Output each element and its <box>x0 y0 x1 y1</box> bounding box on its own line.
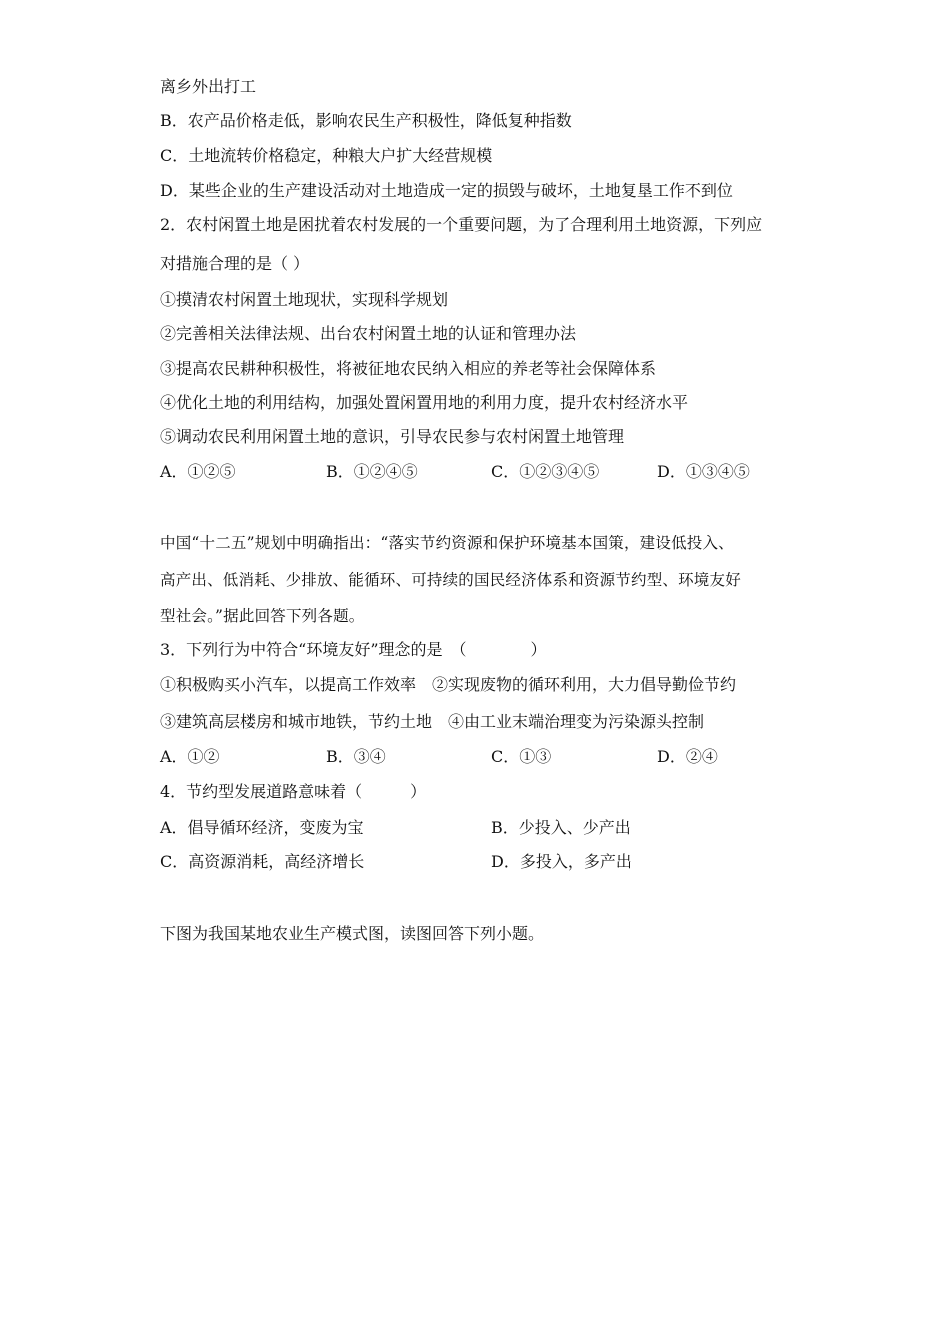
q3-option-b: B．③④ <box>326 747 386 766</box>
q1-option-b: B．农产品价格走低，影响农民生产积极性，降低复种指数 <box>160 111 572 130</box>
q3-option-c: C．①③ <box>491 747 552 766</box>
q2-option-b: B．①②④⑤ <box>326 462 418 481</box>
material-line2: 高产出、低消耗、少排放、能循环、可持续的国民经济体系和资源节约型、环境友好 <box>160 571 741 589</box>
q1-continuation: 离乡外出打工 <box>160 77 257 96</box>
q4-option-d: D．多投入，多产出 <box>491 852 632 871</box>
q3-statements-row1: ①积极购买小汽车，以提高工作效率 ②实现废物的循环利用，大力倡导勤俭节约 <box>160 675 737 694</box>
q4-option-a: A．倡导循环经济，变废为宝 <box>160 818 364 837</box>
q2-statement-4: ④优化土地的利用结构，加强处置闲置用地的利用力度，提升农村经济水平 <box>160 393 689 412</box>
q2-option-c: C．①②③④⑤ <box>491 462 600 481</box>
q1-option-d: D．某些企业的生产建设活动对土地造成一定的损毁与破坏，土地复垦工作不到位 <box>160 181 733 200</box>
q2-statement-1: ①摸清农村闲置土地现状，实现科学规划 <box>160 290 449 309</box>
q4-option-b: B．少投入、少产出 <box>491 818 631 837</box>
q3-option-d: D．②④ <box>657 747 718 766</box>
q3-option-a: A．①② <box>160 747 220 766</box>
q2-statement-5: ⑤调动农民利用闲置土地的意识，引导农民参与农村闲置土地管理 <box>160 427 625 446</box>
q3-statements-row2: ③建筑高层楼房和城市地铁，节约土地 ④由工业末端治理变为污染源头控制 <box>160 712 705 731</box>
figure-intro: 下图为我国某地农业生产模式图，读图回答下列小题。 <box>160 924 545 943</box>
q2-stem-line1: 2．农村闲置土地是困扰着农村发展的一个重要问题，为了合理利用土地资源，下列应 <box>160 215 763 234</box>
q2-stem-line2: 对措施合理的是（ ） <box>160 254 310 273</box>
q2-statement-3: ③提高农民耕种积极性，将被征地农民纳入相应的养老等社会保障体系 <box>160 359 657 378</box>
q4-stem: 4．节约型发展道路意味着（ ） <box>160 782 427 801</box>
q4-option-c: C．高资源消耗，高经济增长 <box>160 852 365 871</box>
q2-option-a: A．①②⑤ <box>160 462 236 481</box>
q2-statement-2: ②完善相关法律法规、出台农村闲置土地的认证和管理办法 <box>160 324 577 343</box>
material-line1: 中国“十二五”规划中明确指出：“落实节约资源和保护环境基本国策，建设低投入、 <box>160 534 734 552</box>
q2-option-d: D．①③④⑤ <box>657 462 750 481</box>
material-line3: 型社会。”据此回答下列各题。 <box>160 607 365 625</box>
q3-stem: 3．下列行为中符合“环境友好”理念的是 （ ） <box>160 640 547 659</box>
q1-option-c: C．土地流转价格稳定，种粮大户扩大经营规模 <box>160 146 493 165</box>
